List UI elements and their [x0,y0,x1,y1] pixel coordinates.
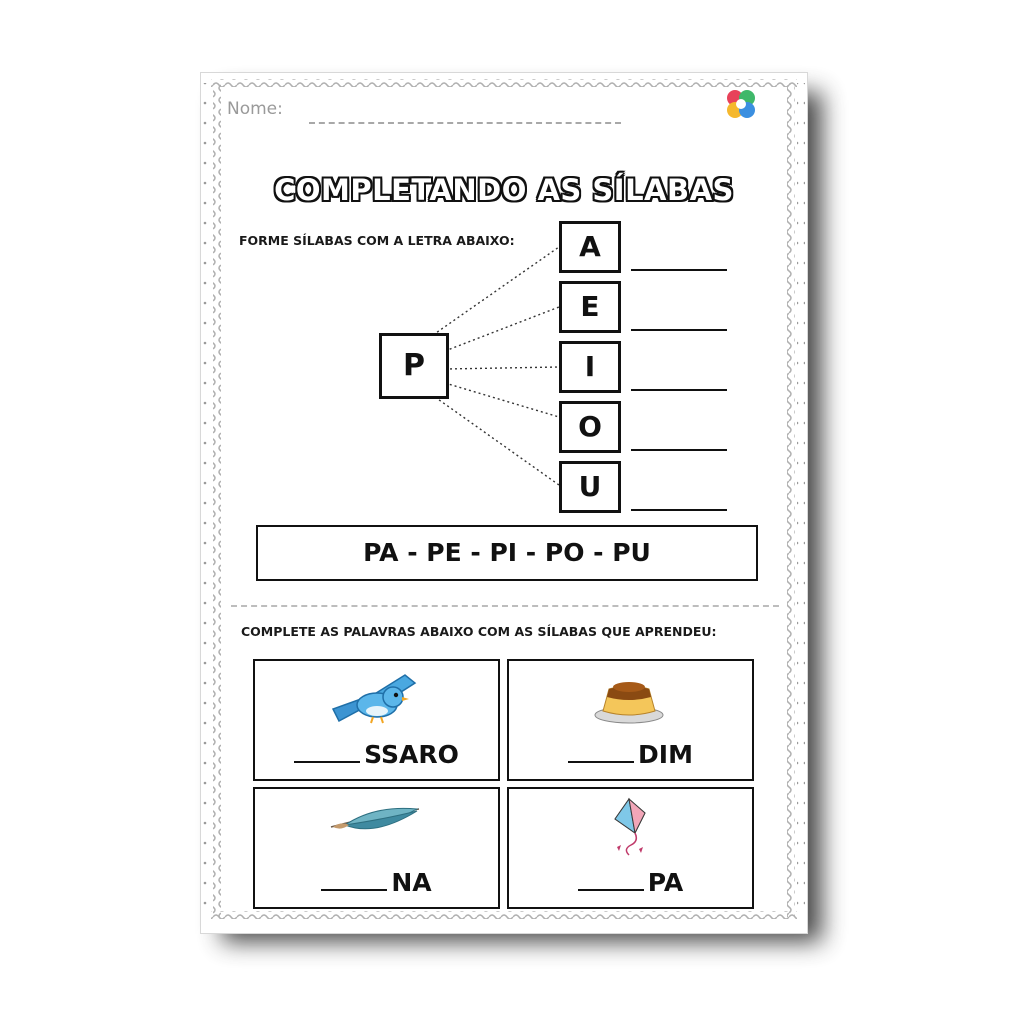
answer-line-o[interactable] [631,449,727,451]
word-suffix-4: PA [647,868,684,897]
word-blank-1[interactable] [294,761,360,763]
consonant-box: P [379,333,449,399]
kite-icon [579,797,679,857]
answer-line-u[interactable] [631,509,727,511]
word-suffix-2: DIM [638,740,693,769]
vowel-box-i: I [559,341,621,393]
vowel-box-o: O [559,401,621,453]
worksheet-page [200,72,808,934]
word-pena [255,868,498,897]
vowel-box-e: E [559,281,621,333]
word-blank-3[interactable] [321,889,387,891]
answer-line-a[interactable] [631,269,727,271]
worksheet-title: COMPLETANDO AS SÍLABAS [274,173,734,207]
answer-line-i[interactable] [631,389,727,391]
word-card-pena [253,787,500,909]
syllables-box: PA - PE - PI - PO - PU [256,525,758,581]
bird-icon [325,669,425,729]
section-divider [231,605,779,607]
vowel-box-a: A [559,221,621,273]
feather-icon [325,797,425,857]
word-card-pipa [507,787,754,909]
word-pipa [509,868,752,897]
pudding-icon [579,669,679,729]
vowel-box-u: U [559,461,621,513]
word-blank-4[interactable] [578,889,644,891]
instruction-complete-words: COMPLETE AS PALAVRAS ABAIXO COM AS SÍLABAS QUE APRENDEU: [241,624,717,639]
word-suffix-3: NA [391,868,432,897]
word-suffix-1: SSARO [364,740,459,769]
name-label: Nome: [227,99,283,119]
instruction-form-syllables: FORME SÍLABAS COM A LETRA ABAIXO: [239,233,515,248]
word-passaro [255,740,498,769]
word-pudim [509,740,752,769]
answer-line-e[interactable] [631,329,727,331]
word-card-passaro [253,659,500,781]
word-blank-2[interactable] [568,761,634,763]
word-card-pudim [507,659,754,781]
